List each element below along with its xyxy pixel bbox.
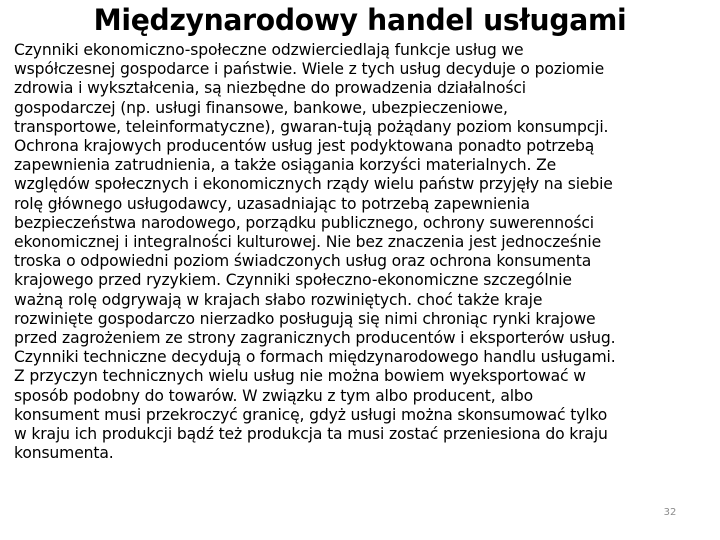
body-line: Ochrona krajowych producentów usług jest podyktowana ponadto potrzebą (14, 137, 595, 156)
page-number: 32 (663, 507, 677, 518)
body-line: rolę głównego usługodawcy, uzasadniając to potrzebą zapewnienia (14, 194, 530, 213)
body-line: rozwinięte gospodarczo nierzadko posługują się nimi chroniąc rynki krajowe (14, 309, 596, 328)
body-line: krajowego przed ryzykiem. Czynniki społeczno-ekonomiczne szczególnie (14, 271, 572, 290)
body-line: zdrowia i wykształcenia, są niezbędne do prowadzenia działalności (14, 79, 526, 98)
body-line: przed zagrożeniem ze strony zagranicznych producentów i eksporterów usług. (14, 329, 616, 348)
body-line: gospodarczej (np. usługi finansowe, bankowe, ubezpieczeniowe, (14, 98, 508, 117)
body-line: zapewnienia zatrudnienia, a także osiągania korzyści materialnych. Ze (14, 156, 557, 175)
body-line: transportowe, teleinformatyczne), gwaran-tują pożądany poziom konsumpcji. (14, 117, 609, 136)
slide-title: Międzynarodowy handel usługami (93, 3, 627, 37)
body-line: Czynniki ekonomiczno-społeczne odzwierciedlają funkcje usług we (14, 41, 524, 59)
body-line: w kraju ich produkcji bądź też produkcja ta musi zostać przeniesiona do kraju (14, 425, 608, 444)
body-line: Czynniki techniczne decydują o formach międzynarodowego handlu usługami. (14, 348, 616, 367)
body-line: bezpieczeństwa narodowego, porządku publicznego, ochrony suwerenności (14, 213, 594, 232)
body-line: sposób podobny do towarów. W związku z tym albo producent, albo (14, 386, 534, 405)
body-text (14, 41, 714, 463)
body-line: troska o odpowiedni poziom świadczonych usług oraz ochrona konsumenta (14, 252, 592, 271)
body-line: względów społecznych i ekonomicznych rządy wielu państw przyjęły na siebie (14, 175, 613, 194)
body-line: konsumenta. (14, 444, 114, 463)
body-line: konsument musi przekroczyć granicę, gdyż usługi można skonsumować tylko (14, 405, 608, 424)
body-line: Z przyczyn technicznych wielu usług nie można bowiem wyeksportować w (14, 367, 586, 386)
body-line: ważną rolę odgrywają w krajach słabo rozwiniętych. choć także kraje (14, 290, 543, 309)
body-line: współczesnej gospodarce i państwie. Wiele z tych usług decyduje o poziomie (14, 60, 605, 79)
body-line: ekonomicznej i integralności kulturowej. Nie bez znaczenia jest jednocześnie (14, 233, 602, 252)
